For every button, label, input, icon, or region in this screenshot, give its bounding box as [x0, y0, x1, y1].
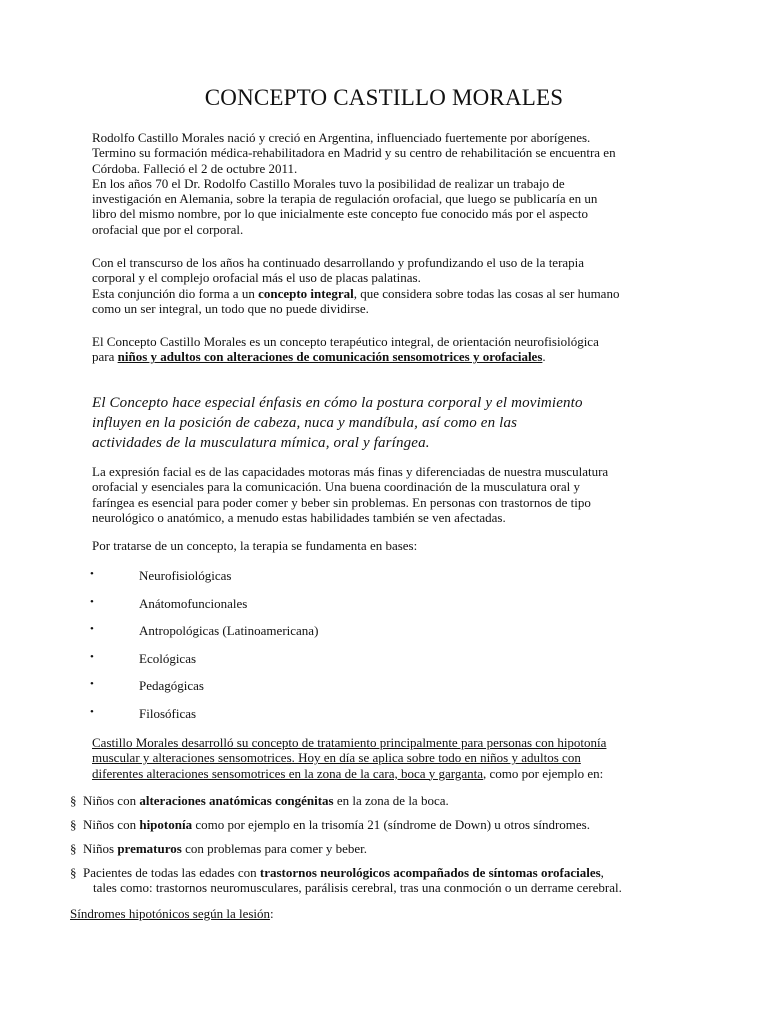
text-line: Córdoba. Falleció el 2 de octubre 2011.: [92, 160, 298, 176]
list-item-label: Filosóficas: [139, 705, 197, 721]
bullet-icon: •: [90, 568, 94, 580]
text-run: Esta conjunción dio forma a un: [92, 285, 259, 301]
list-item: [90, 596, 490, 624]
list-item: [90, 678, 490, 706]
text-line: Termino su formación médica-rehabilitadora en Madrid y su centro de rehabilitación se encuentra en: [92, 145, 616, 161]
text-line: La expresión facial es de las capacidades motoras más finas y diferenciadas de nuestra musculatura: [92, 464, 609, 479]
text-run: en la zona de la boca.: [333, 793, 449, 808]
bullet-icon: •: [90, 705, 94, 718]
text-run: para: [92, 349, 118, 365]
list-item-label: Neurofisiológicas: [139, 568, 232, 583]
indication-text: [83, 841, 723, 856]
bullet-icon: •: [90, 623, 94, 636]
text-line: Con el transcurso de los años ha continuado desarrollando y profundizando el uso de la terapia: [92, 255, 585, 270]
text-run: Pacientes de todas las edades con: [83, 865, 260, 880]
text-line: investigación en Alemania, sobre la terapia de regulación orofacial, que luego se publicaría en un: [92, 191, 598, 207]
emphasis-text: alteraciones anatómicas congénitas: [139, 793, 334, 808]
definition-paragraph: [92, 334, 682, 365]
indication-text: [83, 865, 723, 896]
quote-line: El Concepto hace especial énfasis en cómo la postura corporal y el movimiento: [92, 395, 583, 411]
text-line: Castillo Morales desarrolló su concepto de tratamiento principalmente para personas con hipotonía: [92, 735, 607, 750]
list-item-label: Antropológicas (Latinoamericana): [139, 623, 319, 639]
bullet-icon: •: [90, 650, 94, 663]
text-run: ,: [600, 865, 604, 880]
subheading-text: Síndromes hipotónicos según la lesión: [70, 906, 271, 921]
list-item: [90, 651, 490, 679]
text-line: faríngea es esencial para poder comer y beber sin problemas. En personas con trastornos de tipo: [92, 494, 591, 510]
treatment-paragraph: [92, 735, 682, 781]
section-mark-icon: §: [70, 817, 77, 832]
text-line: [92, 286, 682, 301]
text-run: con problemas para comer y beber.: [181, 841, 368, 856]
emphasis-text: trastornos neurológicos acompañados de síntomas orofaciales: [259, 865, 601, 880]
text-run: Niños: [83, 841, 118, 856]
text-run: , que considera sobre todas las cosas al ser humano: [353, 285, 620, 301]
list-item-label: Anátomofuncionales: [139, 595, 248, 611]
text-line: tales como: trastornos neuromusculares, parálisis cerebral, tras una conmoción o un derrame cerebral.: [93, 880, 622, 896]
intro-paragraph: [92, 130, 682, 237]
text-line: neurológico o anatómico, a menudo estas habilidades también se ven afectadas.: [92, 509, 506, 525]
indication-text: [83, 817, 723, 832]
text-line: muscular y alteraciones sensomotrices. Hoy en día se aplica sobre todo en niños y adultos con: [92, 750, 581, 766]
text-line: orofacial que por el corporal.: [92, 221, 244, 237]
text-line: como un ser integral, un todo que no puede dividirse.: [92, 300, 369, 316]
list-item-label: Ecológicas: [139, 650, 197, 666]
emphasis-text: prematuros: [117, 841, 182, 856]
text-line: libro del mismo nombre, por lo que inicialmente este concepto fue conocido más por el aspecto: [92, 206, 589, 222]
section-mark-icon: §: [70, 841, 77, 856]
indication-text: [83, 793, 723, 808]
text-line: Rodolfo Castillo Morales nació y creció en Argentina, influenciado fuertemente por aborígenes.: [92, 130, 591, 145]
bases-list: [90, 568, 490, 734]
text-line: [92, 349, 682, 364]
text-run: Niños con: [83, 793, 140, 808]
section-mark-icon: §: [70, 793, 77, 808]
text-line: [92, 766, 682, 781]
emphasis-text: hipotonía: [139, 817, 193, 832]
emphasis-text: niños y adultos con alteraciones de comunicación sensomotrices y orofaciales: [117, 349, 543, 365]
bullet-icon: •: [90, 595, 94, 608]
list-item: [90, 706, 490, 734]
section-mark-icon: §: [70, 865, 77, 880]
page-title: CONCEPTO CASTILLO MORALES: [204, 85, 564, 110]
quote-line: influyen en la posición de cabeza, nuca y mandíbula, así como en las: [92, 415, 518, 432]
bases-intro: Por tratarse de un concepto, la terapia se fundamenta en bases:: [92, 538, 418, 553]
quote-line: actividades de la musculatura mímica, oral y faríngea.: [92, 435, 430, 452]
text-run: .: [542, 349, 546, 365]
text-run: , como por ejemplo en:: [483, 765, 604, 781]
list-item-label: Pedagógicas: [139, 678, 204, 694]
text-run: :: [270, 906, 274, 921]
facial-expression-paragraph: [92, 464, 682, 525]
text-line: En los años 70 el Dr. Rodolfo Castillo Morales tuvo la posibilidad de realizar un trabajo de: [92, 175, 565, 191]
list-item: [90, 623, 490, 651]
text-line: [83, 865, 723, 880]
text-run: Niños con: [83, 817, 140, 832]
text-line: El Concepto Castillo Morales es un concepto terapéutico integral, de orientación neurofisiológica: [92, 334, 599, 349]
history-paragraph: [92, 255, 682, 316]
emphasis-text: concepto integral: [258, 285, 354, 301]
text-line: orofacial y esenciales para la comunicación. Una buena coordinación de la musculatura oral y: [92, 479, 581, 495]
bullet-icon: •: [90, 678, 94, 691]
text-run: como por ejemplo en la trisomía 21 (síndrome de Down) u otros síndromes.: [192, 817, 590, 832]
text-line: corporal y el complejo orofacial más el uso de placas palatinas.: [92, 270, 421, 286]
highlight-quote: [92, 393, 692, 454]
list-item: [90, 568, 490, 596]
text-run: diferentes alteraciones sensomotrices en la zona de la cara, boca y garganta: [92, 765, 484, 781]
subheading: [70, 906, 710, 921]
